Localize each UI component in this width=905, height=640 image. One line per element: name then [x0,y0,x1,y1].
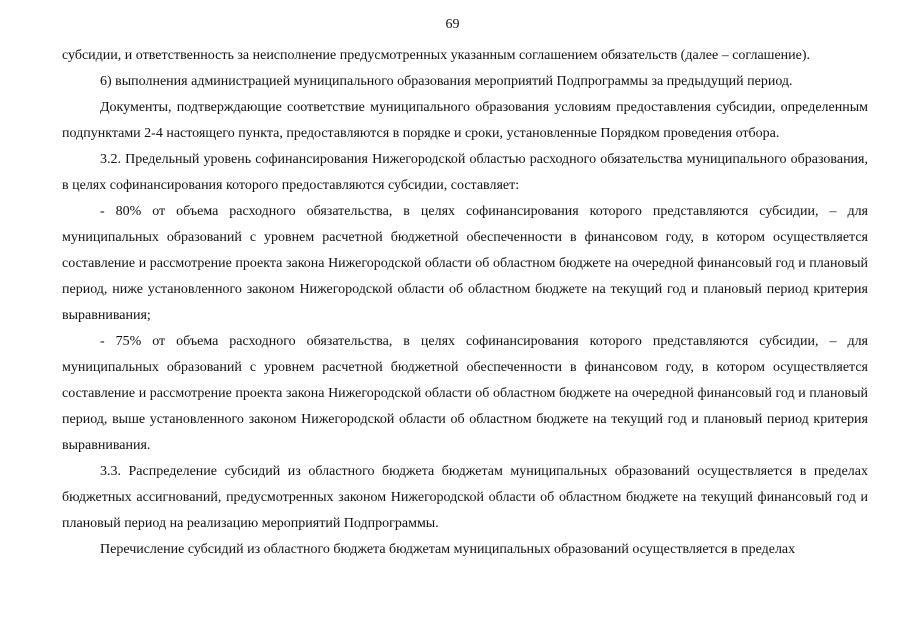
paragraph-6: - 75% от объема расходного обязательства, в целях софинансирования которого представляются субсидии, – для муниципальных образований с уровнем расчетной бюджетной обеспеченности в финансовом году, в котором осуществляется составление и рассмотрение проекта закона Нижегородской области об областном бюджете на очередной финансовый год и плановый период, выше установленного законом Нижегородской области об областном бюджете на текущий год и плановый период критерия выравнивания. [62,334,868,453]
paragraph-5: - 80% от объема расходного обязательства, в целях софинансирования которого представляются субсидии, – для муниципальных образований с уровнем расчетной бюджетной обеспеченности в финансовом году, в котором осуществляется составление и рассмотрение проекта закона Нижегородской области об областном бюджете на очередной финансовый год и плановый период, ниже установленного законом Нижегородской области об областном бюджете на текущий год и плановый период критерия выравнивания; [62,204,868,323]
paragraph-8: Перечисление субсидий из областного бюджета бюджетам муниципальных образований осуществляется в пределах [100,542,796,557]
paragraph-1: субсидии, и ответственность за неисполнение предусмотренных указанным соглашением обязательств (далее – соглашение). [62,48,811,63]
paragraph-4: 3.2. Предельный уровень софинансирования Нижегородской областью расходного обязательства муниципального образования, в целях софинансирования которого предоставляются субсидии, составляет: [62,152,868,193]
paragraph-3: Документы, подтверждающие соответствие муниципального образования условиям предоставления субсидии, определенным подпунктами 2-4 настоящего пункта, предоставляются в порядке и сроки, установленные Порядком проведения отбора. [62,100,868,141]
paragraph-2: 6) выполнения администрацией муниципального образования мероприятий Подпрограммы за предыдущий период. [100,74,793,89]
document-body [62,43,868,563]
paragraph-7: 3.3. Распределение субсидий из областного бюджета бюджетам муниципальных образований осуществляется в пределах бюджетных ассигнований, предусмотренных законом Нижегородской области об областном бюджете на текущий финансовый год и плановый период на реализацию мероприятий Подпрограммы. [62,464,868,531]
page-number: 69 [445,17,460,32]
